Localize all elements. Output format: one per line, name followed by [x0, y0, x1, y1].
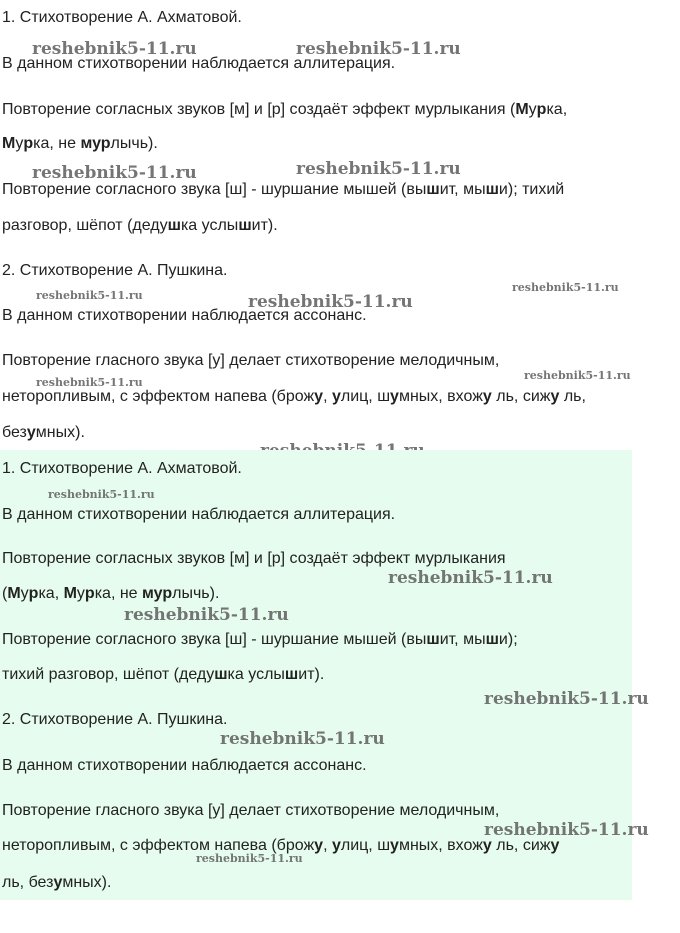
assonance-statement: В данном стихотворении наблюдается ассонанс.	[2, 757, 367, 774]
text-line: ль, безумных).	[2, 874, 112, 891]
answer-section-top	[0, 0, 680, 450]
poem-2-title: 2. Стихотворение А. Пушкина.	[2, 711, 228, 728]
answer-section-bottom	[0, 450, 649, 900]
text-line: Повторение согласных звуков [м] и [р] создаёт эффект мурлыкания	[2, 550, 506, 567]
poem-1-title: 1. Стихотворение А. Ахматовой.	[2, 9, 242, 26]
text-line: Повторение согласных звуков [м] и [р] создаёт эффект мурлыкания (Мурка,	[2, 101, 568, 118]
text-line: Повторение гласного звука [у] делает стихотворение мелодичным,	[2, 352, 500, 369]
watermark: reshebnik5-11.ru	[48, 488, 155, 501]
text-line: тихий разговор, шёпот (дедушка услышит).	[2, 666, 325, 683]
watermark: reshebnik5-11.ru	[248, 292, 413, 312]
alliteration-statement: В данном стихотворении наблюдается аллитерация.	[2, 55, 396, 72]
watermark: reshebnik5-11.ru	[36, 376, 143, 389]
watermark: reshebnik5-11.ru	[524, 369, 631, 382]
watermark: reshebnik5-11.ru	[220, 729, 385, 749]
watermark: reshebnik5-11.ru	[512, 281, 619, 294]
watermark: reshebnik5-11.ru	[296, 39, 461, 59]
watermark: reshebnik5-11.ru	[124, 605, 289, 625]
watermark: reshebnik5-11.ru	[36, 289, 143, 302]
text-line: неторопливым, с эффектом напева (брожу, улиц, шумных, вхожу ль, сижу ль,	[2, 388, 586, 405]
text-line: неторопливым, с эффектом напева (брожу, улиц, шумных, вхожу ль, сижу	[2, 837, 560, 854]
watermark: reshebnik5-11.ru	[196, 852, 303, 865]
watermark: reshebnik5-11.ru	[388, 568, 553, 588]
text-line: безумных).	[2, 424, 85, 441]
text-line: (Мурка, Мурка, не мурлычь).	[2, 585, 220, 602]
watermark: reshebnik5-11.ru	[484, 689, 649, 709]
alliteration-statement: В данном стихотворении наблюдается аллитерация.	[2, 506, 396, 523]
watermark: reshebnik5-11.ru	[32, 39, 197, 59]
watermark: reshebnik5-11.ru	[296, 159, 461, 179]
text-line: Повторение гласного звука [у] делает стихотворение мелодичным,	[2, 802, 500, 819]
poem-2-title: 2. Стихотворение А. Пушкина.	[2, 262, 228, 279]
text-line: Мурка, не мурлычь).	[2, 135, 158, 152]
poem-1-title: 1. Стихотворение А. Ахматовой.	[2, 460, 242, 477]
text-line: разговор, шёпот (дедушка услышит).	[2, 217, 278, 234]
watermark: reshebnik5-11.ru	[32, 163, 197, 183]
watermark: reshebnik5-11.ru	[484, 820, 649, 840]
assonance-statement: В данном стихотворении наблюдается ассонанс.	[2, 307, 367, 324]
text-line: Повторение согласного звука [ш] - шуршание мышей (вышит, мыши); тихий	[2, 181, 565, 198]
text-line: Повторение согласного звука [ш] - шуршание мышей (вышит, мыши);	[2, 631, 518, 648]
